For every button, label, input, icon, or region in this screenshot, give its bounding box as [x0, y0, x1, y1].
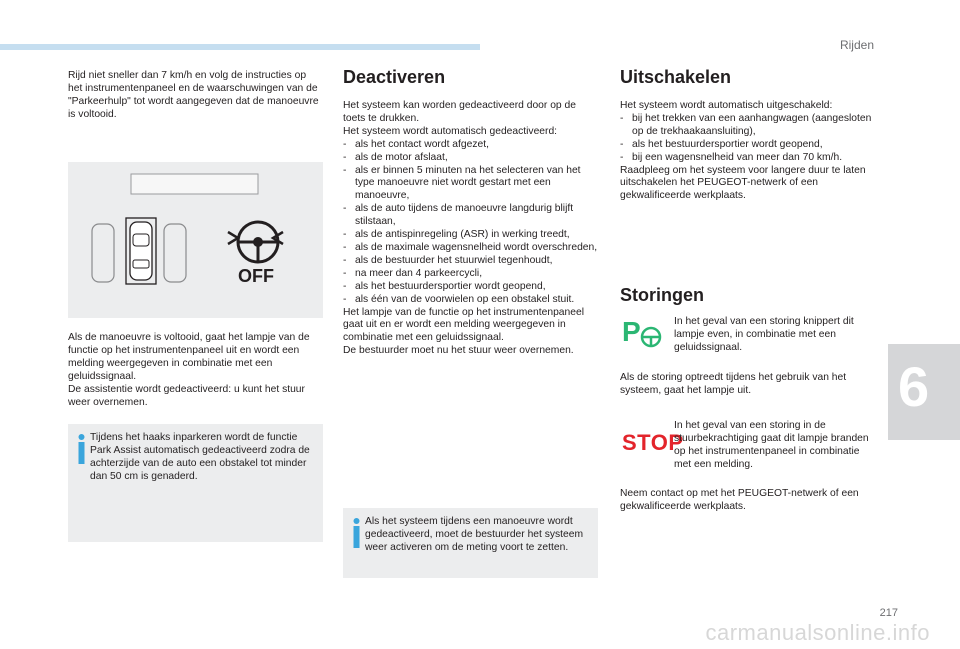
chapter-tab — [888, 344, 960, 440]
deactiveren-p3: Het lampje van de functie op het instrumentenpaneel gaat uit en er wordt een melding weergegeven in combinatie met een geluidssignaal. — [343, 306, 584, 344]
deactiveren-p2: Het systeem wordt automatisch gedeactiveerd: — [343, 125, 558, 137]
list-item: - na meer dan 4 parkeercycli, — [343, 268, 600, 281]
park-assist-figure — [68, 162, 323, 318]
park-assist-illustration — [68, 162, 323, 318]
list-item: - als de maximale wagensnelheid wordt overschreden, — [343, 242, 600, 255]
column-1-lower — [68, 332, 323, 409]
heading-storingen: Storingen — [620, 285, 704, 305]
storing-text-4: Neem contact op met het PEUGEOT-netwerk of een gekwalificeerde werkplaats. — [620, 488, 859, 512]
list-item: - bij een wagensnelheid van meer dan 70 km/h. — [620, 152, 875, 165]
column-2 — [343, 66, 600, 358]
section-title: Rijden — [839, 38, 874, 52]
deactiveren-p1: Het systeem kan worden gedeactiveerd door op de toets te drukken. — [343, 100, 576, 124]
storing-text-3: In het geval van een storing in de stuurbekrachtiging gaat dit lampje branden op het instrumentenpaneel in combinatie met een melding. — [674, 420, 869, 470]
after-figure-paragraph: Als de manoeuvre is voltooid, gaat het lampje van de functie op het instrumentenpaneel uit en wordt een melding weergegeven in combinatie met een geluidssignaal. — [68, 332, 310, 382]
after-figure-paragraph-2: De assistentie wordt gedeactiveerd: u kunt het stuur weer overnemen. — [68, 383, 305, 408]
list-item: - als de auto tijdens de manoeuvre langdurig blijft stilstaan, — [343, 203, 600, 229]
info-note-box-2 — [343, 508, 598, 578]
page-number: 217 — [879, 607, 898, 619]
column-3 — [620, 66, 875, 203]
p-letter: P — [622, 316, 641, 347]
storing-text-2: Als de storing optreedt tijdens het gebruik van het systeem, gaat het lampje uit. — [620, 372, 847, 396]
uitschakelen-list — [620, 113, 875, 165]
stop-warning-icon: STOP — [622, 430, 684, 455]
info-icon — [77, 434, 86, 464]
storing-text-1: In het geval van een storing knippert dit lampje even, in combinatie met een geluidssignaal. — [674, 316, 854, 353]
column-1 — [68, 70, 323, 122]
info-icon — [352, 518, 361, 548]
storingen-section — [620, 284, 875, 318]
off-label: OFF — [238, 266, 274, 286]
list-item: - als er binnen 5 minuten na het selecteren van het type manoeuvre niet wordt gestart met een manoeuvre, — [343, 165, 600, 204]
list-item: - als het contact wordt afgezet, — [343, 139, 600, 152]
list-item: - als één van de voorwielen op een obstakel stuit. — [343, 294, 600, 307]
chapter-number: 6 — [898, 355, 930, 418]
top-accent-bar — [0, 44, 480, 50]
info-note-box-1 — [68, 424, 323, 542]
deactiveren-p4: De bestuurder moet nu het stuur weer overnemen. — [343, 345, 574, 357]
deactiveren-list — [343, 139, 600, 307]
info-note-text: Als het systeem tijdens een manoeuvre wordt gedeactiveerd, moet de bestuurder het systeem weer activeren om de meting voort te zetten. — [365, 516, 584, 553]
list-item: - als het bestuurdersportier wordt geopend, — [620, 139, 875, 152]
intro-paragraph: Rijd niet sneller dan 7 km/h en volg de instructies op het instrumentenpaneel en de waarschuwingen van de "Parkeerhulp" tot wordt aangegeven dat de manoeuvre is voltooid. — [68, 70, 319, 120]
info-note-text: Tijdens het haaks inparkeren wordt de functie Park Assist automatisch gedeactiveerd zodra de achterzijde van de auto een obstakel tot minder dan 50 cm is genaderd. — [90, 432, 310, 482]
list-item: - als de motor afslaat, — [343, 152, 600, 165]
list-item: - als de antispinregeling (ASR) in werking treedt, — [343, 229, 600, 242]
list-item: - als het bestuurdersportier wordt geopend, — [343, 281, 600, 294]
heading-deactiveren: Deactiveren — [343, 67, 446, 87]
steering-wheel-icon — [640, 326, 662, 348]
list-item: - als de bestuurder het stuurwiel tegenhoudt, — [343, 255, 600, 268]
watermark-text: carmanualsonline.info — [705, 620, 930, 645]
list-item: - bij het trekken van een aanhangwagen (aangesloten op de trekhaakaansluiting), — [620, 113, 875, 139]
uitschakelen-p1: Het systeem wordt automatisch uitgeschakeld: — [620, 100, 833, 111]
uitschakelen-p2: Raadpleeg om het systeem voor langere duur te laten uitschakelen het PEUGEOT-netwerk of een gekwalificeerde werkplaats. — [620, 164, 866, 202]
heading-uitschakelen: Uitschakelen — [620, 67, 732, 87]
p-warning-icon — [622, 318, 662, 350]
